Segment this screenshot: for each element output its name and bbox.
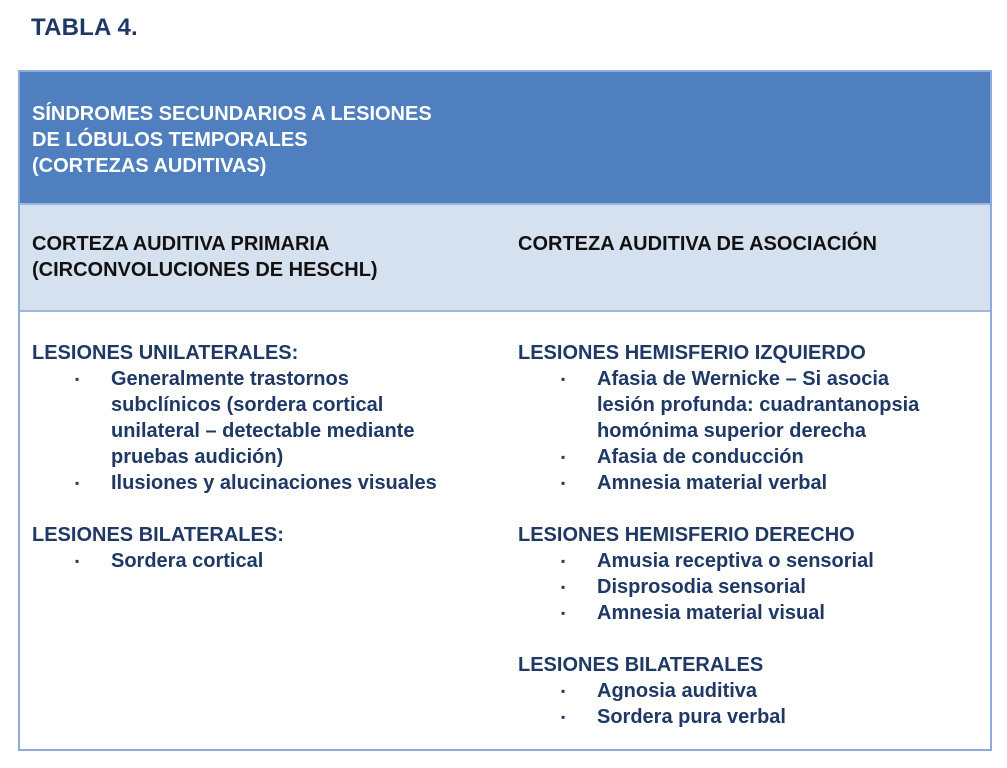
- bullet-icon: ▪: [561, 710, 566, 724]
- list-item: [518, 470, 978, 496]
- bullet-icon: ▪: [561, 450, 566, 464]
- header-line: DE LÓBULOS TEMPORALES: [32, 129, 308, 151]
- primary-cortex-heading: [32, 231, 378, 283]
- lesion-section: [518, 652, 978, 730]
- symptom-list: [32, 548, 502, 574]
- bullet-icon: ▪: [75, 476, 80, 490]
- primary-cortex-column: [32, 340, 502, 600]
- list-item: [518, 444, 978, 470]
- bullet-icon: ▪: [561, 580, 566, 594]
- list-item: [518, 548, 978, 574]
- list-item-line: Sordera pura verbal: [597, 706, 786, 728]
- list-item: [518, 678, 978, 704]
- lesion-section: [32, 522, 502, 574]
- bullet-icon: ▪: [561, 606, 566, 620]
- list-item-line: Agnosia auditiva: [597, 680, 758, 702]
- section-title: LESIONES BILATERALES: [518, 654, 764, 676]
- list-item-line: Afasia de Wernicke – Si asocia: [597, 368, 890, 390]
- list-item-line: unilateral – detectable mediante: [111, 420, 415, 442]
- list-item-line: Sordera cortical: [111, 550, 264, 572]
- bullet-icon: ▪: [75, 372, 80, 386]
- list-item-line: homónima superior derecha: [597, 420, 866, 442]
- section-title: LESIONES BILATERALES:: [32, 524, 284, 546]
- header-line: SÍNDROMES SECUNDARIOS A LESIONES: [32, 103, 432, 125]
- bullet-icon: ▪: [75, 554, 80, 568]
- table-header-row: [20, 72, 990, 205]
- table-body-row: [20, 312, 990, 751]
- list-item-line: pruebas audición): [111, 446, 284, 468]
- symptom-list: [518, 678, 978, 730]
- heading-line: CORTEZA AUDITIVA PRIMARIA: [32, 233, 330, 255]
- list-item-line: lesión profunda: cuadrantanopsia: [597, 394, 920, 416]
- heading-line: (CIRCONVOLUCIONES DE HESCHL): [32, 259, 378, 281]
- syndromes-table: [18, 70, 992, 751]
- list-item-line: Generalmente trastornos: [111, 368, 349, 390]
- bullet-icon: ▪: [561, 372, 566, 386]
- symptom-list: [518, 548, 978, 626]
- list-item-line: Afasia de conducción: [597, 446, 804, 468]
- list-item: [32, 470, 502, 496]
- bullet-icon: ▪: [561, 684, 566, 698]
- list-item: [518, 366, 978, 444]
- column-headings-row: [20, 205, 990, 312]
- list-item: [518, 704, 978, 730]
- bullet-icon: ▪: [561, 476, 566, 490]
- list-item-line: Ilusiones y alucinaciones visuales: [111, 472, 437, 494]
- section-title: LESIONES HEMISFERIO DERECHO: [518, 524, 855, 546]
- list-item-line: Amnesia material visual: [597, 602, 825, 624]
- header-line: (CORTEZAS AUDITIVAS): [32, 155, 267, 177]
- list-item-line: subclínicos (sordera cortical: [111, 394, 384, 416]
- section-title: LESIONES HEMISFERIO IZQUIERDO: [518, 342, 866, 364]
- table-header-text: [32, 101, 432, 179]
- lesion-section: [518, 522, 978, 626]
- heading-line: CORTEZA AUDITIVA DE ASOCIACIÓN: [518, 233, 877, 255]
- list-item: [518, 574, 978, 600]
- list-item: [32, 548, 502, 574]
- list-item: [518, 600, 978, 626]
- list-item: [32, 366, 502, 470]
- association-cortex-column: [518, 340, 978, 756]
- section-title: LESIONES UNILATERALES:: [32, 342, 299, 364]
- list-item-line: Amusia receptiva o sensorial: [597, 550, 874, 572]
- lesion-section: [518, 340, 978, 496]
- list-item-line: Disprosodia sensorial: [597, 576, 806, 598]
- symptom-list: [518, 366, 978, 496]
- list-item-line: Amnesia material verbal: [597, 472, 828, 494]
- symptom-list: [32, 366, 502, 496]
- lesion-section: [32, 340, 502, 496]
- bullet-icon: ▪: [561, 554, 566, 568]
- table-title: TABLA 4.: [31, 14, 138, 41]
- association-cortex-heading: [518, 231, 877, 257]
